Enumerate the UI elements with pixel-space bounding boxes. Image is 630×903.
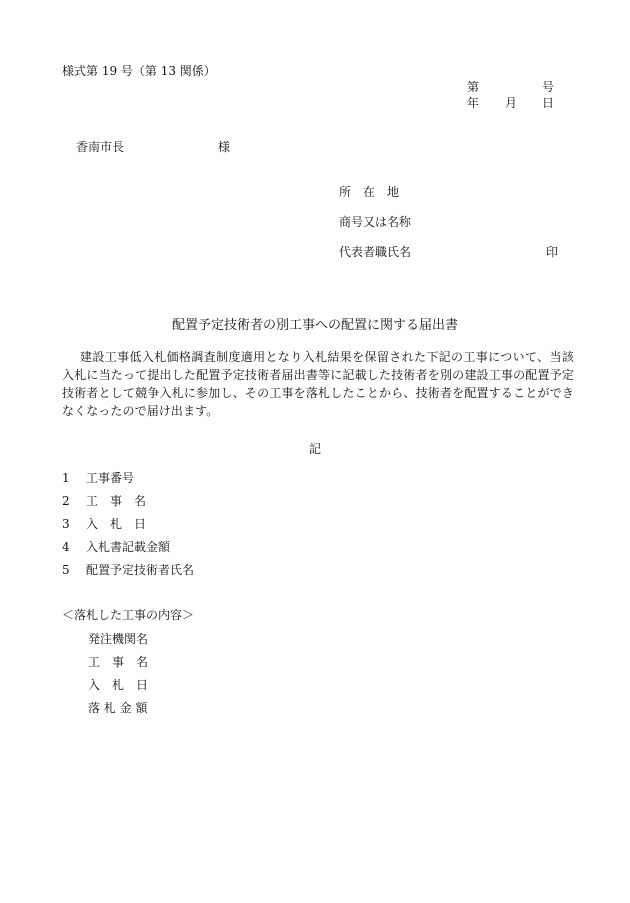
- item-number: 4: [62, 540, 70, 554]
- form-number: 様式第 19 号（第 13 関係）: [62, 64, 216, 78]
- date-year-label: 年: [467, 96, 480, 110]
- item-number: 2: [62, 494, 70, 508]
- applicant-representative-label: 代表者職氏名: [339, 245, 412, 259]
- awarded-field: 落 札 金 額: [88, 701, 148, 715]
- awarded-field: 工 事 名: [88, 655, 149, 669]
- doc-number-suffix: 号: [542, 80, 555, 94]
- awarded-work-heading: ＜落札した工事の内容＞: [62, 608, 195, 622]
- item-label: 配置予定技術者氏名: [86, 563, 195, 577]
- addressee-name: 香南市長: [76, 140, 125, 154]
- item-number: 1: [62, 471, 70, 485]
- item-label: 入札書記載金額: [86, 540, 171, 554]
- doc-number-prefix: 第: [467, 80, 480, 94]
- document-body: 建設工事低入札価格調査制度適用となり入札結果を保留された下記の工事について、当該入札に当たって提出した配置予定技術者届出書等に記載した技術者を別の建設工事の配置予定技術者として競争入札に参加し、その工事を落札したことから、技術者を配置することができなくなったので届け出ます。: [62, 350, 574, 418]
- awarded-field: 発注機関名: [88, 632, 149, 646]
- item-label: 工事番号: [86, 471, 135, 485]
- list-item: [62, 471, 134, 485]
- list-item: [62, 540, 170, 554]
- item-label: 入 札 日: [86, 517, 147, 531]
- item-number: 3: [62, 517, 70, 531]
- seal-mark: 印: [546, 245, 559, 259]
- ki-heading: 記: [308, 442, 321, 456]
- date-day-label: 日: [542, 96, 555, 110]
- addressee-honorific: 様: [218, 140, 231, 154]
- item-number: 5: [62, 563, 70, 577]
- list-item: [62, 517, 146, 531]
- awarded-field: 入 札 日: [88, 678, 149, 692]
- applicant-company-label: 商号又は名称: [339, 215, 412, 229]
- document-title: 配置予定技術者の別工事への配置に関する届出書: [171, 318, 458, 333]
- date-month-label: 月: [505, 96, 518, 110]
- list-item: [62, 494, 146, 508]
- applicant-address-label: 所 在 地: [339, 185, 400, 199]
- list-item: [62, 563, 194, 577]
- item-label: 工 事 名: [86, 494, 147, 508]
